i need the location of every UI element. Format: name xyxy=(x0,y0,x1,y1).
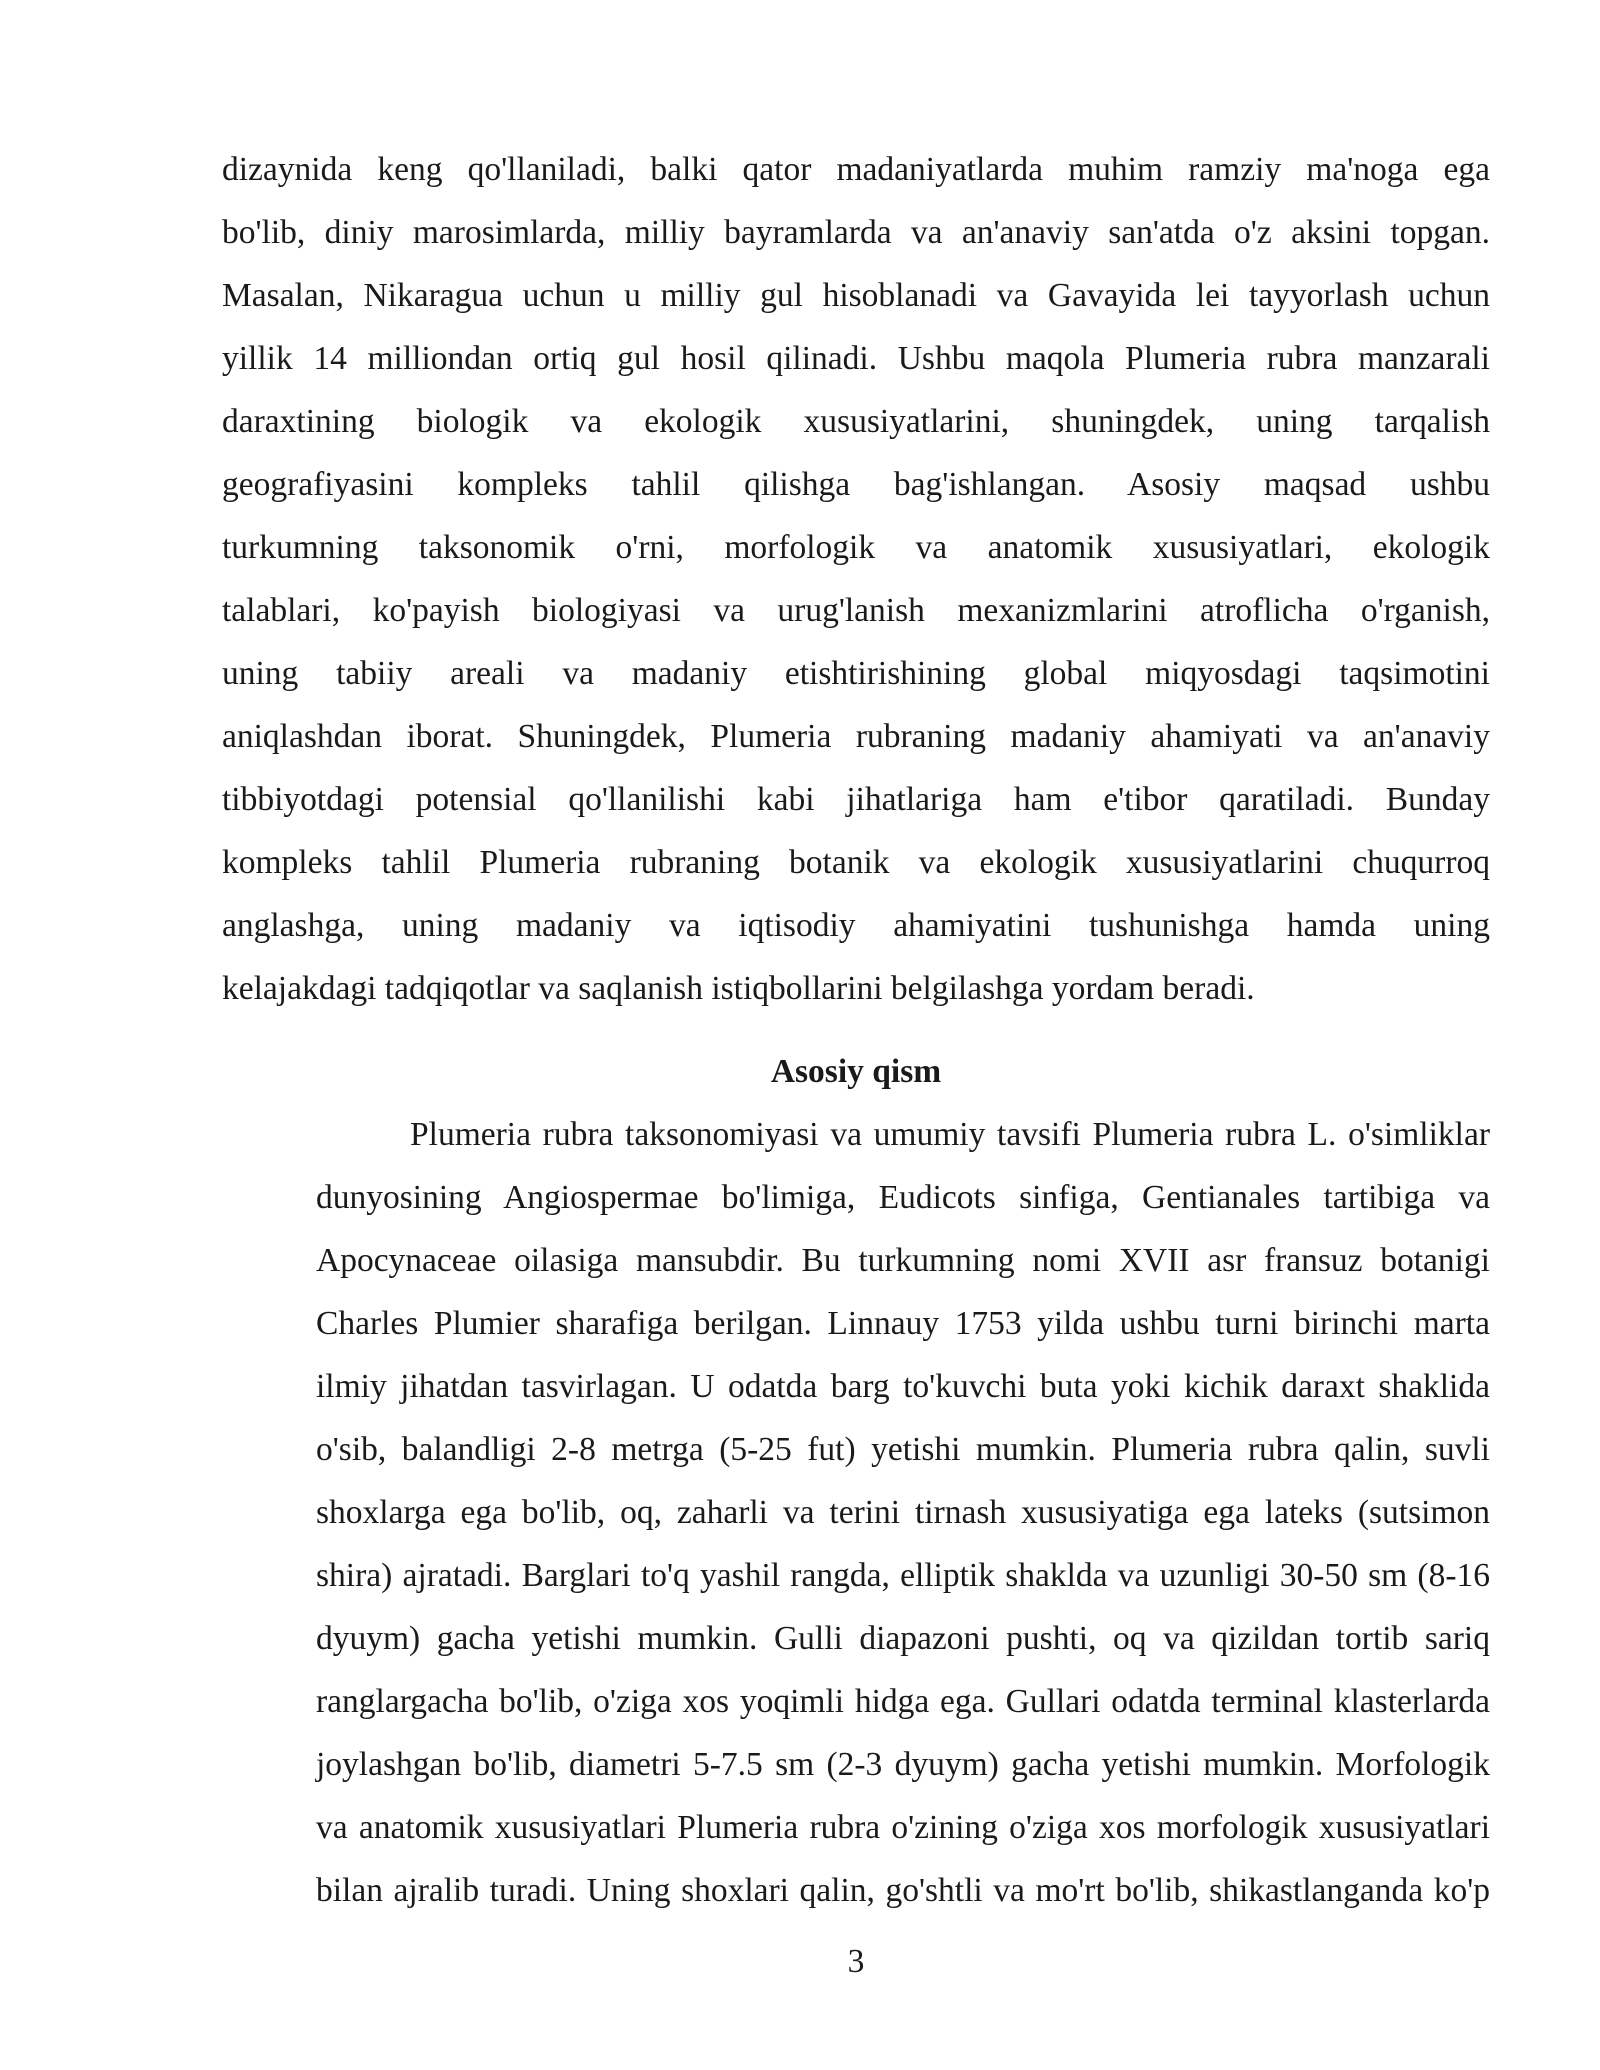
text-line: kelajakdagi tadqiqotlar va saqlanish istiqbollarini belgilashga yordam beradi. xyxy=(222,970,1255,1007)
text-line: daraxtining biologik va ekologik xususiyatlarini, shuningdek, uning tarqalish xyxy=(222,403,1490,440)
text-line: ilmiy jihatdan tasvirlagan. U odatda barg to'kuvchi buta yoki kichik daraxt shaklida xyxy=(316,1368,1490,1405)
text-line: joylashgan bo'lib, diametri 5-7.5 sm (2-3 dyuym) gacha yetishi mumkin. Morfologik xyxy=(316,1746,1490,1783)
text-line: shira) ajratadi. Barglari to'q yashil rangda, elliptik shaklda va uzunligi 30-50 sm (8-16 xyxy=(316,1557,1490,1594)
text-line: Charles Plumier sharafiga berilgan. Linnauy 1753 yilda ushbu turni birinchi marta xyxy=(316,1305,1490,1342)
text-line: geografiyasini kompleks tahlil qilishga bag'ishlangan. Asosiy maqsad ushbu xyxy=(222,466,1490,503)
text-line: kompleks tahlil Plumeria rubraning botanik va ekologik xususiyatlarini chuqurroq xyxy=(222,844,1490,881)
body-paragraph-1 xyxy=(222,138,1490,1020)
text-line: anglashga, uning madaniy va iqtisodiy ahamiyatini tushunishga hamda uning xyxy=(222,907,1490,944)
text-line: Masalan, Nikaragua uchun u milliy gul hisoblanadi va Gavayida lei tayyorlash uchun xyxy=(222,277,1490,314)
page-number: 3 xyxy=(847,1943,865,1980)
text-line: va anatomik xususiyatlari Plumeria rubra o'zining o'ziga xos morfologik xususiyatlari xyxy=(316,1809,1490,1846)
body-paragraph-2 xyxy=(222,1103,1490,1922)
text-line: o'sib, balandligi 2-8 metrga (5-25 fut) yetishi mumkin. Plumeria rubra qalin, suvli xyxy=(316,1431,1490,1468)
text-line: dunyosining Angiospermae bo'limiga, Eudicots sinfiga, Gentianales tartibiga va xyxy=(316,1179,1490,1216)
text-line: turkumning taksonomik o'rni, morfologik va anatomik xususiyatlari, ekologik xyxy=(222,529,1490,566)
text-line: talablari, ko'payish biologiyasi va urug'lanish mexanizmlarini atroflicha o'rganish, xyxy=(222,592,1490,629)
section-heading: Asosiy qism xyxy=(770,1053,942,1090)
text-line: bilan ajralib turadi. Uning shoxlari qalin, go'shtli va mo'rt bo'lib, shikastlanganda ko'p xyxy=(316,1872,1490,1909)
text-line: Apocynaceae oilasiga mansubdir. Bu turkumning nomi XVII asr fransuz botanigi xyxy=(316,1242,1490,1279)
text-line: bo'lib, diniy marosimlarda, milliy bayramlarda va an'anaviy san'atda o'z aksini topgan. xyxy=(222,214,1490,251)
text-line: Plumeria rubra taksonomiyasi va umumiy tavsifi Plumeria rubra L. o'simliklar xyxy=(410,1116,1490,1153)
text-line: dizaynida keng qo'llaniladi, balki qator madaniyatlarda muhim ramziy ma'noga ega xyxy=(222,151,1490,188)
text-line: dyuym) gacha yetishi mumkin. Gulli diapazoni pushti, oq va qizildan tortib sariq xyxy=(316,1620,1490,1657)
text-line: yillik 14 milliondan ortiq gul hosil qilinadi. Ushbu maqola Plumeria rubra manzarali xyxy=(222,340,1490,377)
text-line: aniqlashdan iborat. Shuningdek, Plumeria rubraning madaniy ahamiyati va an'anaviy xyxy=(222,718,1490,755)
text-line: uning tabiiy areali va madaniy etishtirishining global miqyosdagi taqsimotini xyxy=(222,655,1490,692)
text-line: shoxlarga ega bo'lib, oq, zaharli va terini tirnash xususiyatiga ega lateks (sutsimon xyxy=(316,1494,1490,1531)
text-line: ranglargacha bo'lib, o'ziga xos yoqimli hidga ega. Gullari odatda terminal klasterlarda xyxy=(316,1683,1490,1720)
text-line: tibbiyotdagi potensial qo'llanilishi kabi jihatlariga ham e'tibor qaratiladi. Bunday xyxy=(222,781,1490,818)
